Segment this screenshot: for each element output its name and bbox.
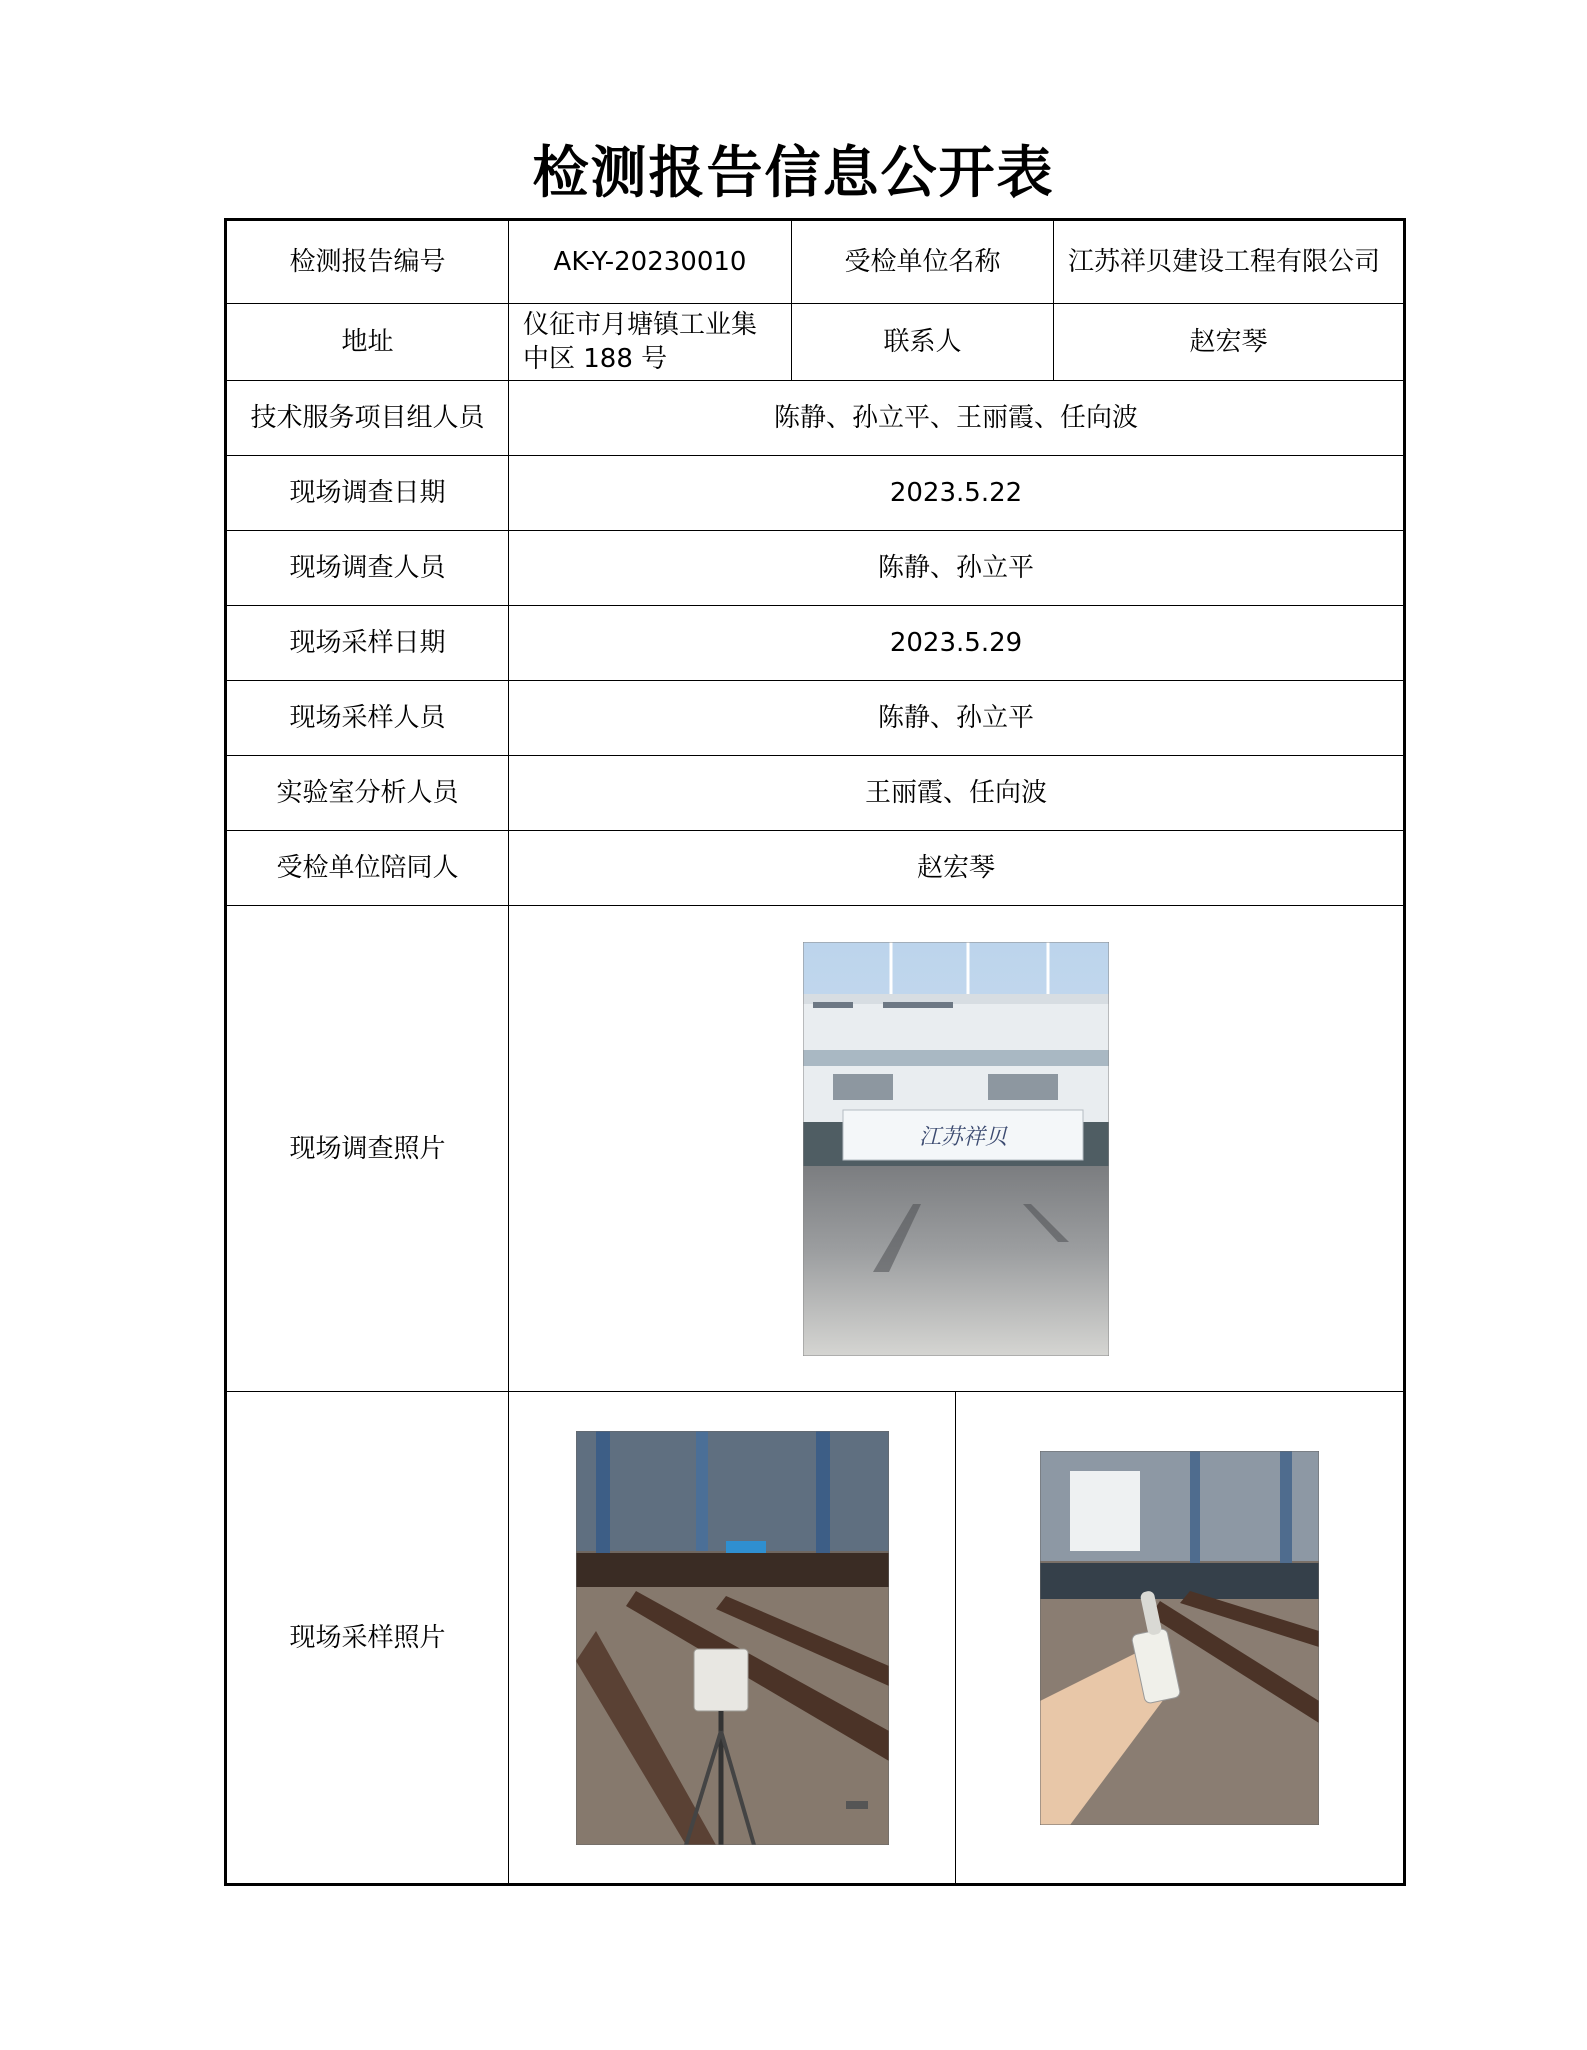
sampling-photo-handheld (1040, 1451, 1319, 1825)
value-project-team: 陈静、孙立平、王丽霞、任向波 (509, 381, 1405, 456)
value-lab-staff: 王丽霞、任向波 (509, 756, 1405, 831)
label-address: 地址 (226, 304, 509, 381)
label-lab-staff: 实验室分析人员 (226, 756, 509, 831)
value-unit-name: 江苏祥贝建设工程有限公司 (1054, 220, 1405, 304)
value-report-no: AK-Y-20230010 (509, 220, 792, 304)
label-project-team: 技术服务项目组人员 (226, 381, 509, 456)
page-title: 检测报告信息公开表 (532, 141, 1055, 206)
row-sampling-staff (226, 681, 1405, 756)
label-sampling-photo: 现场采样照片 (226, 1392, 509, 1885)
sampling-photo-cell-1 (509, 1392, 956, 1885)
survey-photo (803, 942, 1109, 1356)
survey-photo-sign-text: 江苏祥贝 (918, 1124, 1008, 1150)
label-survey-date: 现场调查日期 (226, 456, 509, 531)
label-sampling-staff: 现场采样人员 (226, 681, 509, 756)
row-project-team (226, 381, 1405, 456)
value-contact: 赵宏琴 (1054, 304, 1405, 381)
value-sampling-date: 2023.5.29 (509, 606, 1405, 681)
label-unit-name: 受检单位名称 (792, 220, 1054, 304)
report-info-table (224, 218, 1406, 1886)
value-survey-staff: 陈静、孙立平 (509, 531, 1405, 606)
value-sampling-staff: 陈静、孙立平 (509, 681, 1405, 756)
value-address: 仪征市月塘镇工业集中区 188 号 (509, 304, 792, 381)
row-survey-date (226, 456, 1405, 531)
sampling-photo-cell-2 (956, 1392, 1405, 1885)
value-survey-date: 2023.5.22 (509, 456, 1405, 531)
row-escort (226, 831, 1405, 906)
row-survey-photo (226, 906, 1405, 1392)
label-survey-photo: 现场调查照片 (226, 906, 509, 1392)
row-report-no (226, 220, 1405, 304)
label-escort: 受检单位陪同人 (226, 831, 509, 906)
row-address (226, 304, 1405, 381)
survey-photo-cell (509, 906, 1405, 1392)
row-sampling-date (226, 606, 1405, 681)
row-lab-staff (226, 756, 1405, 831)
row-sampling-photo (226, 1392, 1405, 1885)
label-contact: 联系人 (792, 304, 1054, 381)
sampling-photo-tripod (576, 1431, 889, 1845)
label-survey-staff: 现场调查人员 (226, 531, 509, 606)
row-survey-staff (226, 531, 1405, 606)
value-escort: 赵宏琴 (509, 831, 1405, 906)
label-report-no: 检测报告编号 (226, 220, 509, 304)
label-sampling-date: 现场采样日期 (226, 606, 509, 681)
